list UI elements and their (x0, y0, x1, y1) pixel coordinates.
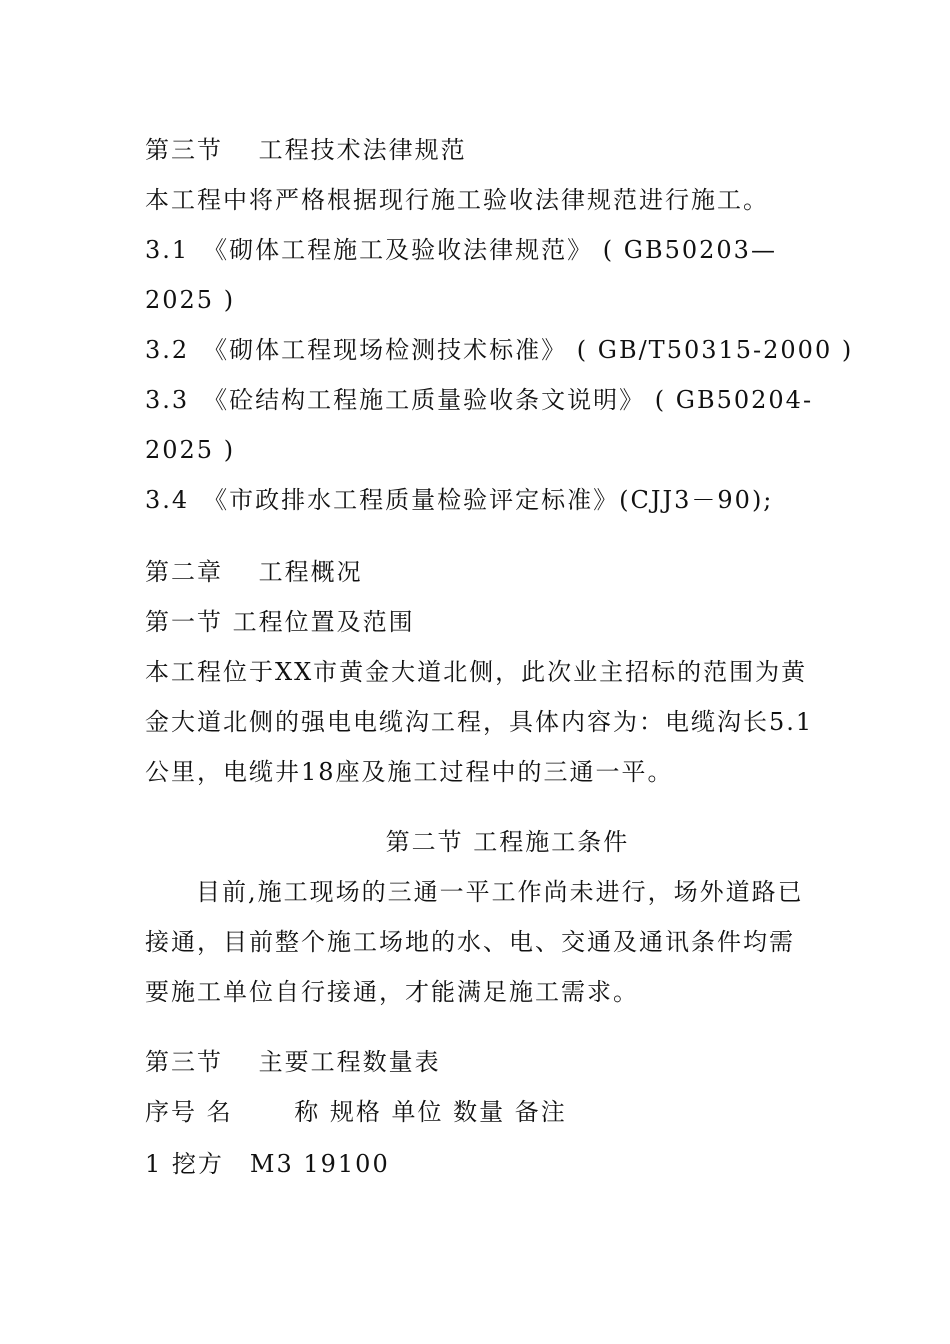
section-title: 第三节 工程技术法律规范 (145, 136, 467, 164)
standard-3-3-cont: 2025 ) (145, 436, 236, 464)
chapter-title: 第二章 工程概况 (145, 558, 363, 586)
conditions-paragraph-line: 接通，目前整个施工场地的水、电、交通及通讯条件均需 (145, 928, 795, 956)
section-title: 第三节 主要工程数量表 (145, 1048, 441, 1076)
standard-3-1-cont: 2025 ) (145, 286, 236, 314)
standard-3-3: 3.3 《砼结构工程施工质量验收条文说明》 ( GB50204- (145, 386, 814, 414)
standard-3-1: 3.1 《砌体工程施工及验收法律规范》 ( GB50203— (145, 236, 777, 264)
section-title: 第一节 工程位置及范围 (145, 608, 415, 636)
location-paragraph-line: 公里，电缆井18座及施工过程中的三通一平。 (145, 758, 674, 786)
standard-3-2: 3.2 《砌体工程现场检测技术标准》 ( GB/T50315-2000 ) (145, 336, 854, 364)
location-paragraph-line: 本工程位于XX市黄金大道北侧，此次业主招标的范围为黄 (145, 658, 808, 686)
quantity-table-row: 1 挖方 M3 19100 (145, 1150, 390, 1178)
location-paragraph-line: 金大道北侧的强电电缆沟工程，具体内容为：电缆沟长5.1 (145, 708, 814, 736)
quantity-table-header: 序号 名 称 规格 单位 数量 备注 (145, 1098, 567, 1126)
conditions-paragraph-line: 目前,施工现场的三通一平工作尚未进行，场外道路已 (196, 878, 804, 906)
standard-3-4: 3.4 《市政排水工程质量检验评定标准》(CJJ3－90); (145, 486, 774, 514)
section-title-centered: 第二节 工程施工条件 (385, 828, 630, 856)
intro-paragraph: 本工程中将严格根据现行施工验收法律规范进行施工。 (145, 186, 769, 214)
conditions-paragraph-line: 要施工单位自行接通，才能满足施工需求。 (145, 978, 639, 1006)
